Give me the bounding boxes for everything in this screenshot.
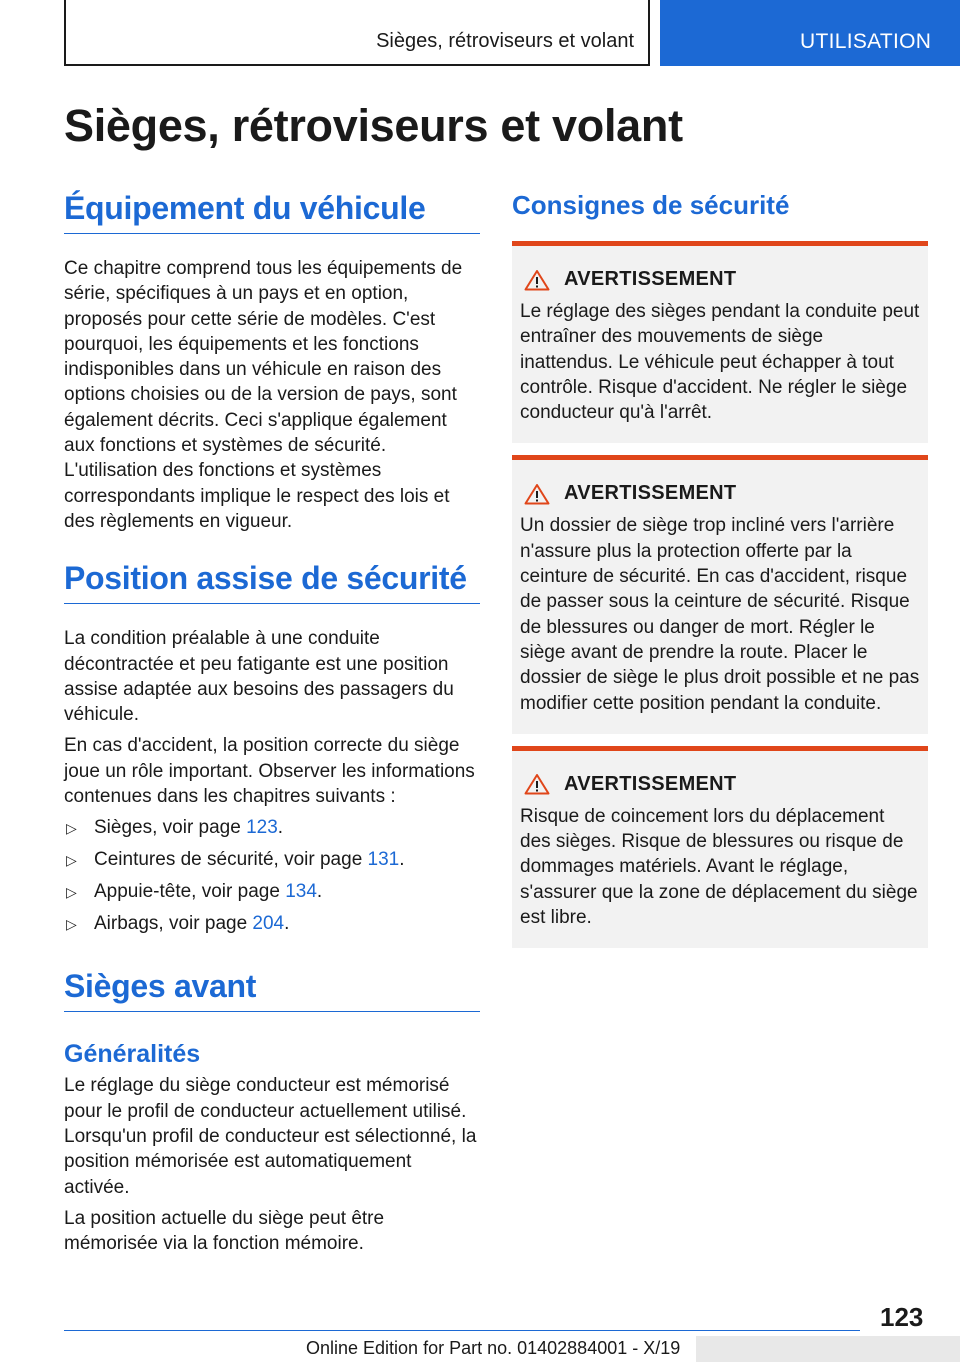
seating-paragraph-1: La condition préalable à une conduite décontractée et peu fatigante est une position assise adaptée aux besoins des passagers du véhicule.: [64, 628, 454, 726]
warning-text: Risque de coincement lors du déplacement des sièges. Risque de blessures ou risque de dommages matériels. Avant le réglage, s'assurer que la zone de déplacement du siège est libre.: [520, 805, 918, 929]
triangle-bullet-icon: ▷: [66, 916, 77, 933]
triangle-bullet-icon: ▷: [66, 884, 77, 901]
list-item: ▷ Appuie-tête, voir page 134.: [64, 879, 480, 904]
header-section-box: [64, 0, 650, 66]
footer-divider: [64, 1330, 860, 1331]
section-title-equipment: Équipement du véhicule: [64, 190, 480, 234]
warning-triangle-icon: [524, 773, 560, 795]
page-number: 123: [880, 1302, 924, 1332]
front-seats-paragraph-1: Le réglage du siège conducteur est mémorisé pour le profil de conducteur actuellement utilisé. Lorsqu'un profil de conducteur est sélectionné, la position mémorisée est automatiquement activée.: [64, 1075, 477, 1198]
list-item-text: Airbags, voir page: [94, 913, 253, 935]
right-column: [512, 190, 928, 960]
list-item: ▷ Airbags, voir page 204.: [64, 911, 480, 936]
warning-label: AVERTISSEMENT: [564, 772, 737, 795]
warning-triangle-icon: [524, 269, 560, 291]
header-category-tab: [660, 0, 960, 66]
reference-list: [64, 815, 480, 936]
header-category-label: UTILISATION: [800, 30, 932, 53]
warning-box: [512, 746, 928, 948]
front-seats-paragraph-2: La position actuelle du siège peut être mémorisée via la fonction mémoire.: [64, 1207, 385, 1255]
warning-header: [520, 268, 920, 291]
list-item-text: Ceintures de sécurité, voir page: [94, 849, 368, 871]
section-title-safety-instructions: Consignes de sécurité: [512, 190, 790, 220]
warning-text: Un dossier de siège trop incliné vers l'arrière n'assure plus la protection offerte par la ceinture de sécurité. En cas d'accident, risque de passer sous la ceinture de sécurité. Risque de blessures ou danger de mort. Régler le siège avant de prendre la route. Placer le dossier de siège le plus droit possible et ne pas modifier cette position pendant la conduite.: [520, 515, 920, 714]
footer-watermark-area: [696, 1336, 960, 1362]
warning-box: [512, 455, 928, 733]
list-item: ▷ Ceintures de sécurité, voir page 131.: [64, 847, 480, 872]
list-item-text: Sièges, voir page: [94, 817, 247, 839]
footer-edition-text: Online Edition for Part no. 01402884001 - X/19: [306, 1338, 681, 1358]
section-title-seating-position: Position assise de sécurité: [64, 560, 480, 604]
seating-paragraph-2: En cas d'accident, la position correcte du siège joue un rôle important. Observer les informations contenues dans les chapitres suivants :: [64, 735, 475, 808]
warning-header: [520, 773, 920, 796]
header-section-title: Sièges, rétroviseurs et volant: [376, 30, 634, 52]
warning-text: Le réglage des sièges pendant la conduite peut entraîner des mouvements de siège inattendus. Le véhicule peut échapper à tout contrôle. Risque d'accident. Ne régler le siège conducteur qu'à l'arrêt.: [520, 301, 920, 424]
list-item-text: Appuie-tête, voir page: [94, 881, 286, 903]
warning-label: AVERTISSEMENT: [564, 268, 737, 290]
triangle-bullet-icon: ▷: [66, 852, 77, 869]
triangle-bullet-icon: ▷: [66, 820, 77, 837]
warning-triangle-icon: [524, 483, 560, 505]
page-link[interactable]: 204: [252, 913, 285, 935]
list-item: ▷ Sièges, voir page 123.: [64, 815, 480, 840]
page-link[interactable]: 131: [367, 849, 400, 871]
warning-box: [512, 241, 928, 443]
left-column: [64, 190, 480, 1262]
page-link[interactable]: 123: [246, 817, 278, 839]
subsection-title-general: Généralités: [64, 1040, 201, 1069]
warning-label: AVERTISSEMENT: [564, 482, 737, 505]
section-title-front-seats: Sièges avant: [64, 968, 480, 1012]
page-link[interactable]: 134: [285, 881, 317, 903]
page-title: Sièges, rétroviseurs et volant: [64, 100, 683, 151]
equipment-paragraph: Ce chapitre comprend tous les équipements de série, spécifiques à un pays et en option, proposés pour cette série de modèles. C'est pourquoi, les équipements et les fonctions indisponibles dans un véhicule en raison des options choisies ou de la version de pays, sont également décrits. Ceci s'applique également aux fonctions et systèmes de sécurité. L'utilisation des fonctions et systèmes correspondants implique le respect des lois et des règlements en vigueur.: [64, 258, 463, 532]
warning-header: [520, 482, 920, 505]
